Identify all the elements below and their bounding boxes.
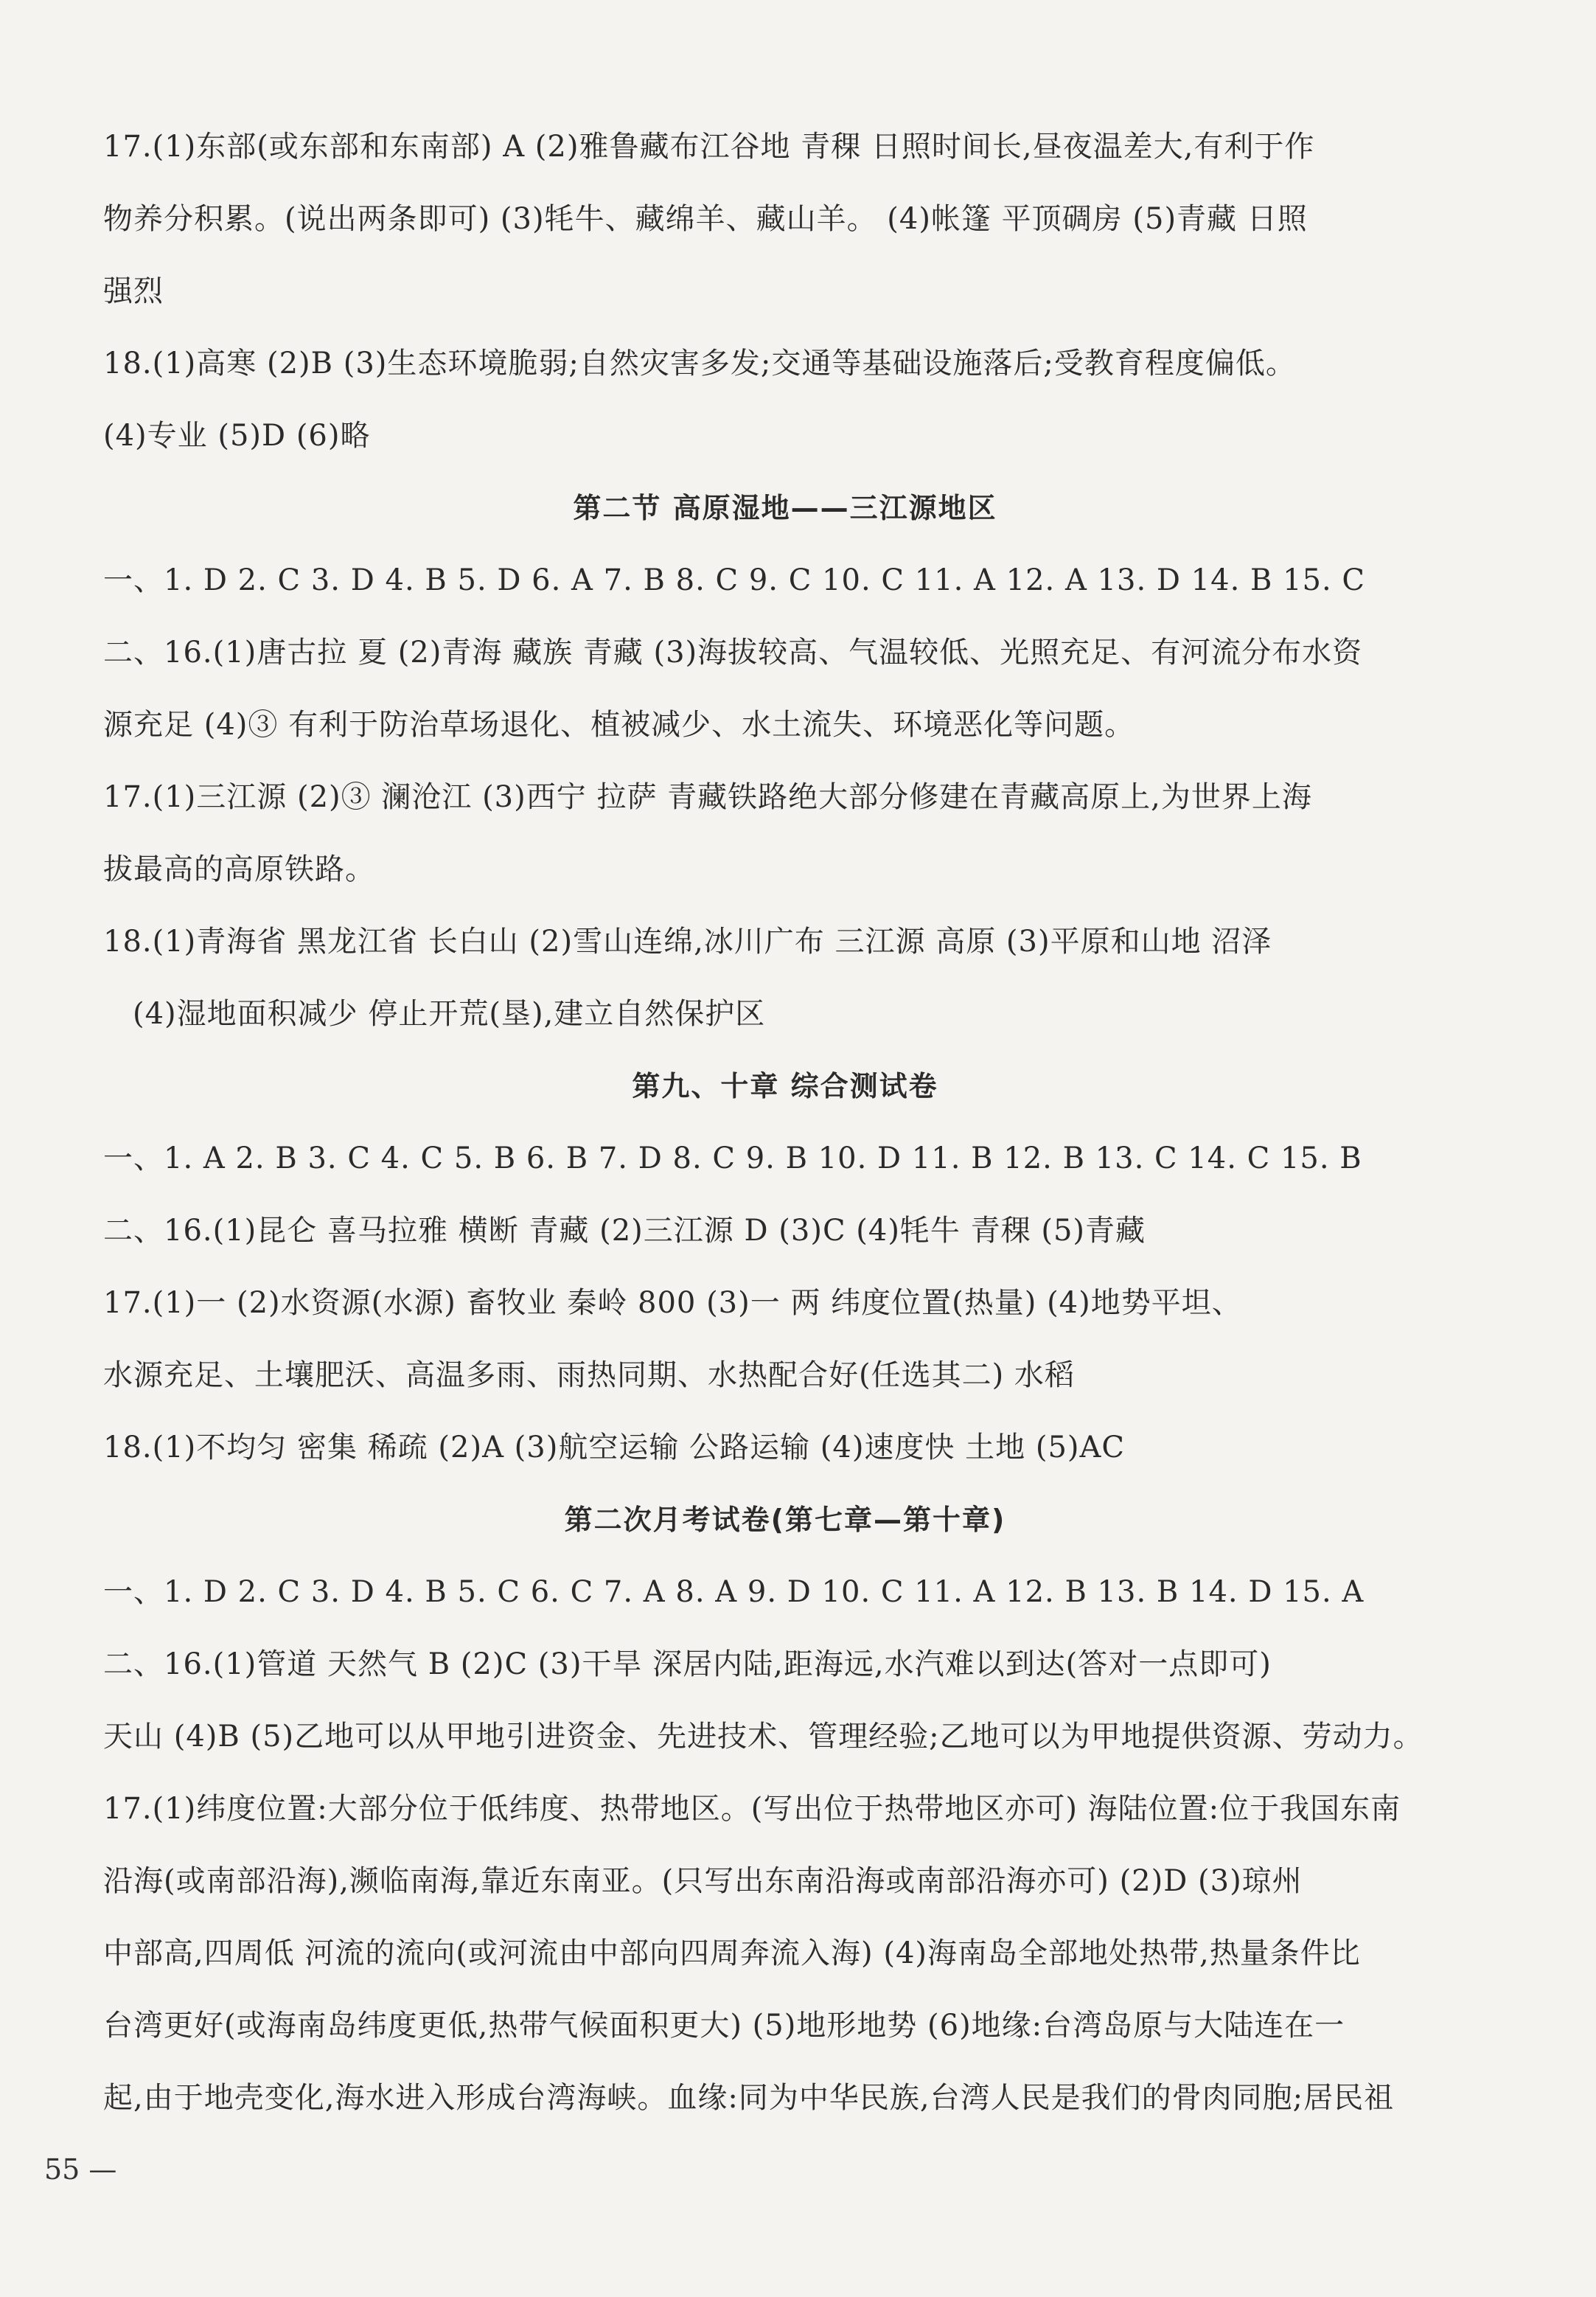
answer-line: 18.(1)高寒 (2)B (3)生态环境脆弱;自然灾害多发;交通等基础设施落后;受教育程度偏低。 (103, 347, 1296, 380)
answer-line: 二、16.(1)唐古拉 夏 (2)青海 藏族 青藏 (3)海拔较高、气温较低、光照充足、有河流分布水资 (103, 636, 1363, 670)
answer-line: 水源充足、土壤肥沃、高温多雨、雨热同期、水热配合好(任选其二) 水稻 (103, 1358, 1075, 1392)
answer-line: 一、1. A 2. B 3. C 4. C 5. B 6. B 7. D 8. C 9. B 10. D 11. B 12. B 13. C 14. C 15. B (103, 1141, 1362, 1175)
answer-line: (4)专业 (5)D (6)略 (103, 419, 371, 453)
answer-lines (103, 129, 1467, 2152)
answer-line: 起,由于地壳变化,海水进入形成台湾海峡。血缘:同为中华民族,台湾人民是我们的骨肉同胞;居民祖 (103, 2081, 1395, 2115)
answer-line: 源充足 (4)③ 有利于防治草场退化、植被减少、水土流失、环境恶化等问题。 (103, 708, 1135, 742)
answer-line: 18.(1)青海省 黑龙江省 长白山 (2)雪山连绵,冰川广布 三江源 高原 (3)平原和山地 沼泽 (103, 925, 1272, 959)
answer-line: 拔最高的高原铁路。 (103, 852, 375, 886)
answer-line: 17.(1)一 (2)水资源(水源) 畜牧业 秦岭 800 (3)一 两 纬度位置(热量) (4)地势平坦、 (103, 1286, 1242, 1320)
answer-line: (4)湿地面积减少 停止开荒(垦),建立自然保护区 (133, 997, 766, 1031)
answer-line: 一、1. D 2. C 3. D 4. B 5. C 6. C 7. A 8. A 9. D 10. C 11. A 12. B 13. B 14. D 15. A (103, 1575, 1365, 1609)
answer-line: 物养分积累。(说出两条即可) (3)牦牛、藏绵羊、藏山羊。 (4)帐篷 平顶碉房 (5)青藏 日照 (103, 202, 1308, 236)
answer-line: 台湾更好(或海南岛纬度更低,热带气候面积更大) (5)地形地势 (6)地缘:台湾岛原与大陆连在一 (103, 2009, 1345, 2043)
answer-page (103, 129, 1467, 2152)
answer-line: 二、16.(1)管道 天然气 B (2)C (3)干旱 深居内陆,距海远,水汽难以到达(答对一点即可) (103, 1647, 1272, 1681)
answer-line: 强烈 (103, 274, 164, 308)
section-heading: 第二节 高原湿地——三江源地区 (573, 492, 997, 524)
page-number: 55 — (44, 2153, 117, 2186)
answer-line: 17.(1)纬度位置:大部分位于低纬度、热带地区。(写出位于热带地区亦可) 海陆位置:位于我国东南 (103, 1792, 1401, 1826)
answer-line: 中部高,四周低 河流的流向(或河流由中部向四周奔流入海) (4)海南岛全部地处热带,热量条件比 (103, 1936, 1361, 1970)
answer-line: 天山 (4)B (5)乙地可以从甲地引进资金、先进技术、管理经验;乙地可以为甲地提供资源、劳动力。 (103, 1720, 1423, 1754)
answer-line: 17.(1)东部(或东部和东南部) A (2)雅鲁藏布江谷地 青稞 日照时间长,昼夜温差大,有利于作 (103, 130, 1315, 164)
answer-line: 二、16.(1)昆仑 喜马拉雅 横断 青藏 (2)三江源 D (3)C (4)牦牛 青稞 (5)青藏 (103, 1214, 1146, 1248)
answer-line: 沿海(或南部沿海),濒临南海,靠近东南亚。(只写出东南沿海或南部沿海亦可) (2)D (3)琼州 (103, 1864, 1303, 1898)
answer-line: 17.(1)三江源 (2)③ 澜沧江 (3)西宁 拉萨 青藏铁路绝大部分修建在青藏高原上,为世界上海 (103, 780, 1312, 814)
answer-line: 18.(1)不均匀 密集 稀疏 (2)A (3)航空运输 公路运输 (4)速度快 土地 (5)AC (103, 1431, 1126, 1464)
answer-line: 一、1. D 2. C 3. D 4. B 5. D 6. A 7. B 8. C 9. C 10. C 11. A 12. A 13. D 14. B 15. C (103, 563, 1366, 597)
section-heading: 第九、十章 综合测试卷 (632, 1070, 938, 1102)
section-heading: 第二次月考试卷(第七章—第十章) (564, 1504, 1006, 1536)
